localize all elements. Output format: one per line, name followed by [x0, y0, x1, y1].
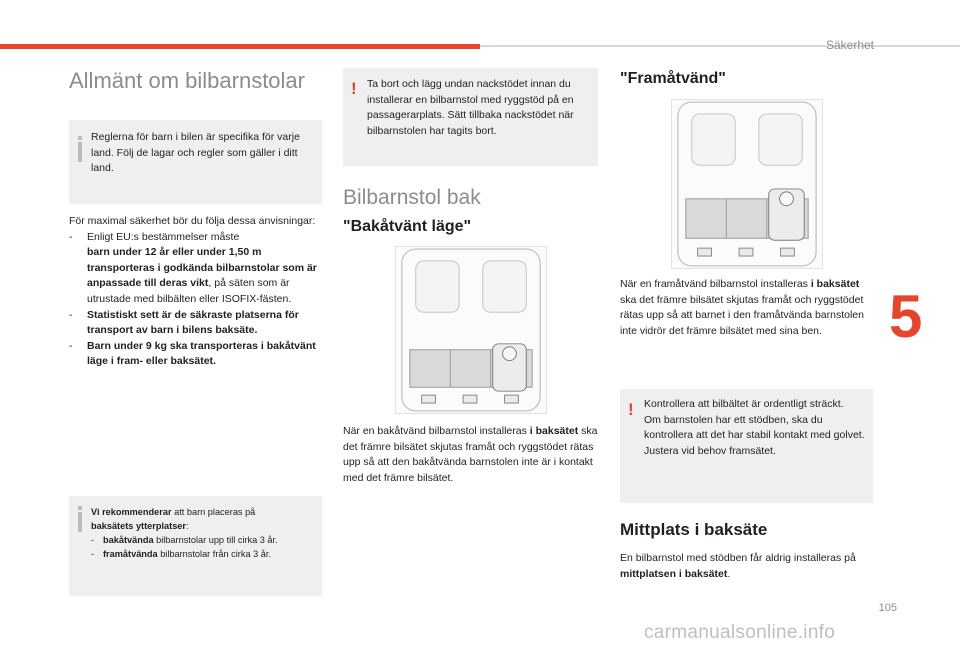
rearward-paragraph: När en bakåtvänd bilbarnstol installeras i baksätet ska det främre bilsätet skjutas framåt och ryggstödet rätas upp så att den bakåtvända barnstolen inte är i kontakt med det främre bilsätet.	[343, 425, 598, 484]
instructions	[69, 214, 322, 370]
middle-seat-paragraph: En bilbarnstol med stödben får aldrig installeras på mittplatsen i baksätet.	[620, 552, 856, 580]
page-number: 105	[878, 602, 897, 614]
front-seat-right	[483, 261, 526, 312]
child-head	[503, 347, 517, 361]
subtitle-middle-seat: Mittplats i baksäte	[620, 520, 768, 539]
seatbelt-buckle	[698, 248, 712, 256]
info-box	[69, 120, 322, 204]
intro-text: För maximal säkerhet bör du följa dessa anvisningar:	[69, 215, 316, 227]
list-item: - bakåtvända bilbarnstolar upp till cirka 3 år.	[91, 535, 278, 545]
chapter-number: 5	[889, 283, 923, 350]
front-seat-left	[416, 261, 459, 312]
section-title-rear: Bilbarnstol bak	[343, 186, 481, 209]
header-accent-bar	[0, 44, 480, 49]
warning-text: Ta bort och lägg undan nackstödet innan du installerar en bilbarnstol med ryggstöd på en passagerarplats. Sätt tillbaka nackstödet när bilbarnstolen har tagits bort.	[367, 78, 574, 137]
list-item: - Enligt EU:s bestämmelser måste barn under 12 år eller under 1,50 m transporteras i godkända bilbarnstolar som är anpassade till deras vikt, på säten som är utrustade med bilbälten eller ISOFIX-fästen.	[69, 230, 317, 305]
subtitle-rearward: "Bakåtvänt läge"	[343, 218, 472, 235]
warning-icon: !	[351, 79, 357, 98]
list-item: - Barn under 9 kg ska transporteras i bakåtvänt läge i fram- eller baksätet.	[69, 339, 316, 368]
seatbelt-buckle	[422, 395, 436, 403]
list-item: - Statistiskt sett är de säkraste platserna för transport av barn i bilens baksäte.	[69, 308, 299, 337]
watermark: carmanualsonline.info	[644, 622, 836, 643]
page-title: Allmänt om bilbarnstolar	[69, 68, 305, 93]
recommend-lead: Vi rekommenderar att barn placeras på	[91, 507, 256, 517]
front-seat-right	[759, 114, 802, 165]
front-seat-left	[692, 114, 735, 165]
warning-box	[343, 68, 598, 166]
section-label: Säkerhet	[825, 38, 874, 52]
info-box-text: Reglerna för barn i bilen är specifika för varje land. Följ de lagar och regler som gäller i ditt land.	[91, 131, 300, 175]
rearward-seat-illustration	[395, 246, 547, 414]
header-rule	[480, 45, 960, 47]
info-icon	[78, 142, 82, 162]
list-item: - framåtvända bilbarnstolar från cirka 3 år.	[91, 549, 272, 559]
forward-paragraph: När en framåtvänd bilbarnstol installeras i baksätet ska det främre bilsätet skjutas framåt och ryggstödet rätas upp så att barnet i den framåtvända barnstolen inte vidrör det främre bilsätet med sina ben.	[620, 278, 864, 337]
warning-text: Kontrollera att bilbältet är ordentligt sträckt.	[644, 398, 844, 410]
forward-seat-illustration	[671, 99, 823, 269]
recommendation-box: Vi rekommenderar att barn placeras på baksätets ytterplatser: - bakåtvända bilbarnstolar upp till cirka 3 år. - framåtvända bilbarnstolar från cirka 3 år.	[69, 496, 322, 596]
info-icon	[78, 512, 82, 532]
warning-icon: !	[628, 400, 634, 419]
warning-box	[620, 389, 873, 503]
warning-text: Om barnstolen har ett stödben, ska du kontrollera att det har stabil kontakt med golvet. Justera vid behov framsätet.	[644, 413, 865, 457]
subtitle-forward: "Framåtvänd"	[620, 70, 726, 87]
child-head	[780, 192, 794, 206]
